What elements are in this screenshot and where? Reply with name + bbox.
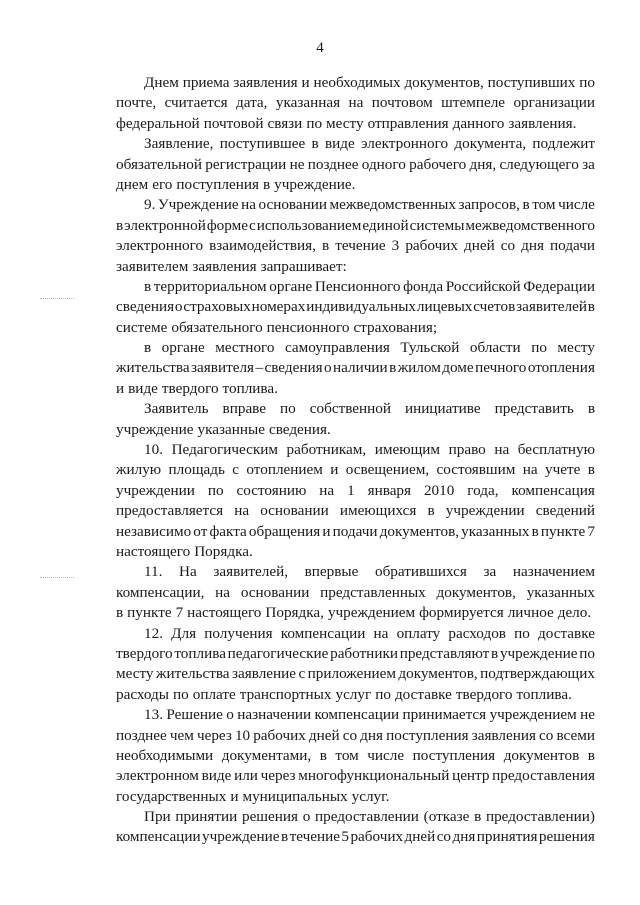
text-line: в электронной форме с использованием единой системы межведомственного xyxy=(116,216,595,234)
text-line: электронного взаимодействия, в течение 3 рабочих дней со дня подачи xyxy=(116,237,595,255)
text-line: федеральной почтовой связи по месту отправления данного заявления. xyxy=(116,114,577,132)
document-body xyxy=(116,73,595,848)
text-line: 12. Для получения компенсации на оплату расходов по доставке xyxy=(144,624,595,642)
text-line: Днем приема заявления и необходимых документов, поступивших по xyxy=(144,74,595,91)
text-line: и виде твердого топлива. xyxy=(116,379,278,397)
text-line: учреждении по состоянию на 1 января 2010 года, компенсация xyxy=(116,481,595,499)
text-line: месту жительства заявление с приложением документов, подтверждающих xyxy=(116,665,595,683)
text-line: в территориальном органе Пенсионного фонда Российской Федерации xyxy=(144,277,595,295)
text-line: расходы по оплате транспортных услуг по доставке твердого топлива. xyxy=(116,685,572,703)
text-line: Заявитель вправе по собственной инициативе представить в xyxy=(144,400,595,418)
text-line: 9. Учреждение на основании межведомственных запросов, в том числе xyxy=(144,196,595,214)
text-line: компенсации, на основании представленных документов, указанных xyxy=(116,583,595,601)
text-line: в органе местного самоуправления Тульской области по месту xyxy=(144,339,595,357)
text-line: почте, считается дата, указанная на почтовом штемпеле организации xyxy=(116,94,595,112)
text-line: позднее чем через 10 рабочих дней со дня поступления заявления со всеми xyxy=(116,726,595,744)
text-line: компенсации учреждение в течение 5 рабочих дней со дня принятия решения xyxy=(116,828,595,846)
text-line: независимо от факта обращения и подачи документов, указанных в пункте 7 xyxy=(116,522,595,540)
text-line: электронном виде или через многофункциональный центр предоставления xyxy=(116,767,595,785)
text-line: жительства заявителя – сведения о наличии в жилом доме печного отопления xyxy=(116,359,595,377)
text-line: сведения о страховых номерах индивидуальных лицевых счетов заявителей в xyxy=(116,298,595,316)
text-line: жилую площадь с отоплением и освещением, состоявшим на учете в xyxy=(116,461,595,479)
text-line: 11. На заявителей, впервые обратившихся за назначением xyxy=(144,563,595,581)
text-line: 13. Решение о назначении компенсации принимается учреждением не xyxy=(144,706,595,724)
margin-mark xyxy=(40,298,74,299)
text-line: государственных и муниципальных услуг. xyxy=(116,787,390,805)
text-line: заявителем заявления запрашивает: xyxy=(116,257,347,275)
text-line: учреждение указанные сведения. xyxy=(116,420,331,438)
text-line: системе обязательного пенсионного страхования; xyxy=(116,318,438,336)
text-line: При принятии решения о предоставлении (отказе в предоставлении) xyxy=(144,808,595,826)
text-line: Заявление, поступившее в виде электронного документа, подлежит xyxy=(144,135,595,153)
text-line: необходимыми документами, в том числе поступления документов в xyxy=(116,746,595,764)
text-line: предоставляется на основании имеющихся в учреждении сведений xyxy=(116,502,595,520)
text-line: настоящего Порядка. xyxy=(116,542,253,560)
text-line: обязательной регистрации не позднее одного рабочего дня, следующего за xyxy=(116,155,595,173)
text-line: днем его поступления в учреждение. xyxy=(116,175,356,193)
margin-mark xyxy=(40,577,74,578)
page-number: 4 xyxy=(316,40,324,56)
text-line: в пункте 7 настоящего Порядка, учреждением формируется личное дело. xyxy=(116,604,592,622)
text-line: твердого топлива педагогические работники представляют в учреждение по xyxy=(116,644,595,662)
text-line: 10. Педагогическим работникам, имеющим право на бесплатную xyxy=(144,441,595,459)
